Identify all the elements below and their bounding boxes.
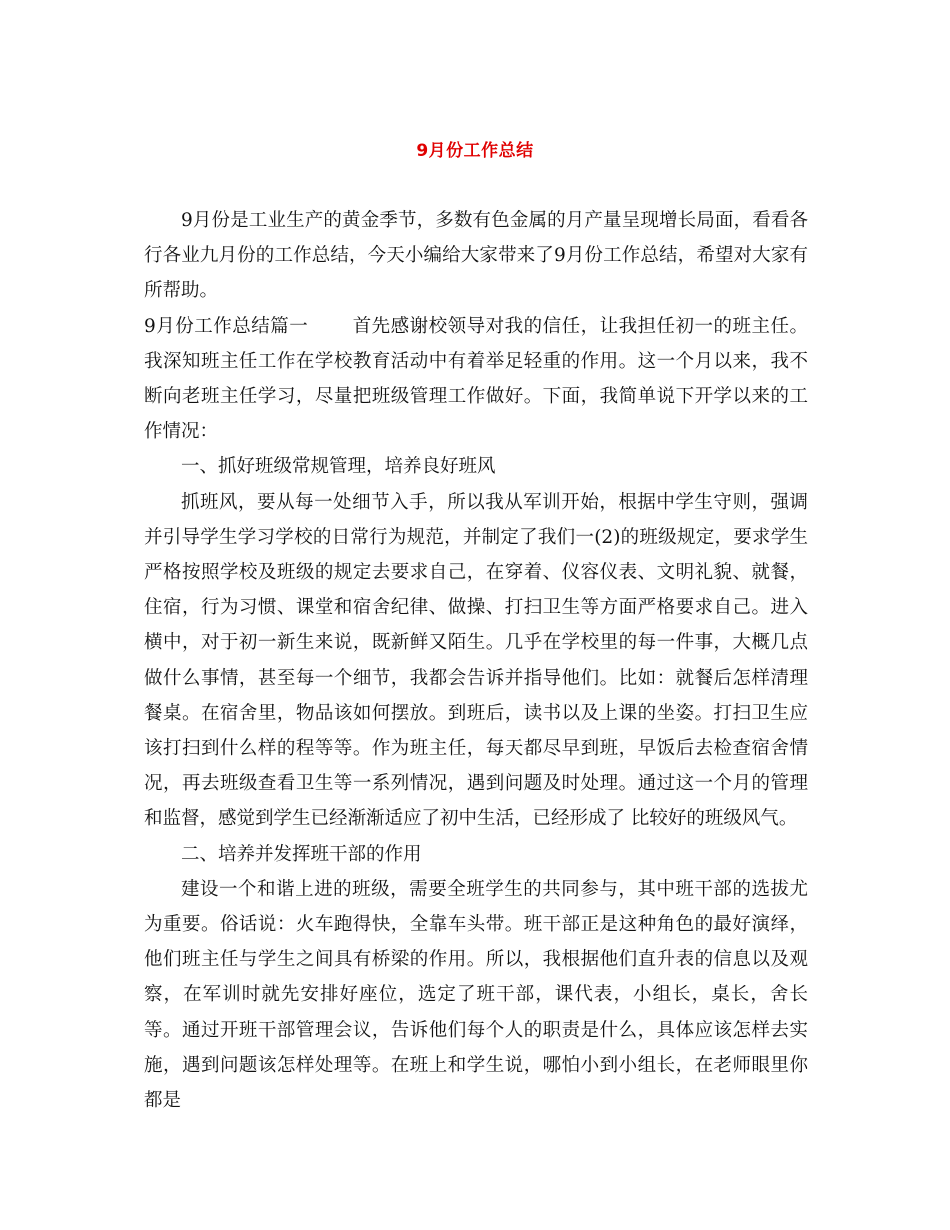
class-cadres-paragraph: 建设一个和谐上进的班级，需要全班学生的共同参与，其中班干部的选拔尤为重要。俗话说：火车跑得快，全靠车头带。班干部正是这种角色的最好演绎，他们班主任与学生之间具有桥梁的作用。所以，我根据他们直升表的信息以及观察，在军训时就先安排好座位，选定了班干部，课代表，小组长，桌长，舍长等。通过开班干部管理会议，告诉他们每个人的职责是什么，具体应该怎样去实施，遇到问题该怎样处理等。在班上和学生说，哪怕小到小组长，在老师眼里你都是 <box>144 878 808 1112</box>
document-body <box>144 203 808 1118</box>
class-management-paragraph: 抓班风，要从每一处细节入手，所以我从军训开始，根据中学生守则，强调并引导学生学习学校的日常行为规范，并制定了我们一(2)的班级规定，要求学生严格按照学校及班级的规定去要求自己，在穿着、仪容仪表、文明礼貌、就餐，住宿，行为习惯、课堂和宿舍纪律、做操、打扫卫生等方面严格要求自己。进入横中，对于初一新生来说，既新鲜又陌生。几乎在学校里的每一件事，大概几点做什么事情，甚至每一个细节，我都会告诉并指导他们。比如：就餐后怎样清理餐桌。在宿舍里，物品该如何摆放。到班后，读书以及上课的坐姿。打扫卫生应该打扫到什么样的程等等。作为班主任，每天都尽早到班，早饭后去检查宿舍情况，再去班级查看卫生等一系列情况，遇到问题及时处理。通过这一个月的管理和监督，感觉到学生已经渐渐适应了初中生活，已经形成了 比较好的班级风气。 <box>144 491 808 830</box>
heading-class-cadres: 二、培养并发挥班干部的作用 <box>181 843 422 865</box>
intro-paragraph: 9月份是工业生产的黄金季节，多数有色金属的月产量呈现增长局面，看看各行各业九月份的工作总结，今天小编给大家带来了9月份工作总结，希望对大家有所帮助。 <box>144 210 808 302</box>
opening-text: 首先感谢校领导对我的信任，让我担任初一的班主任。我深知班主任工作在学校教育活动中有着举足轻重的作用。这一个月以来，我不断向老班主任学习，尽量把班级管理工作做好。下面，我简单说下开学以来的工作情况： <box>144 315 808 443</box>
section-paragraph <box>144 309 808 450</box>
heading-class-management: 一、抓好班级常规管理，培养良好班风 <box>181 456 496 478</box>
section-label: 9月份工作总结篇一 <box>144 315 309 337</box>
document-title: 9月份工作总结 <box>416 141 534 161</box>
